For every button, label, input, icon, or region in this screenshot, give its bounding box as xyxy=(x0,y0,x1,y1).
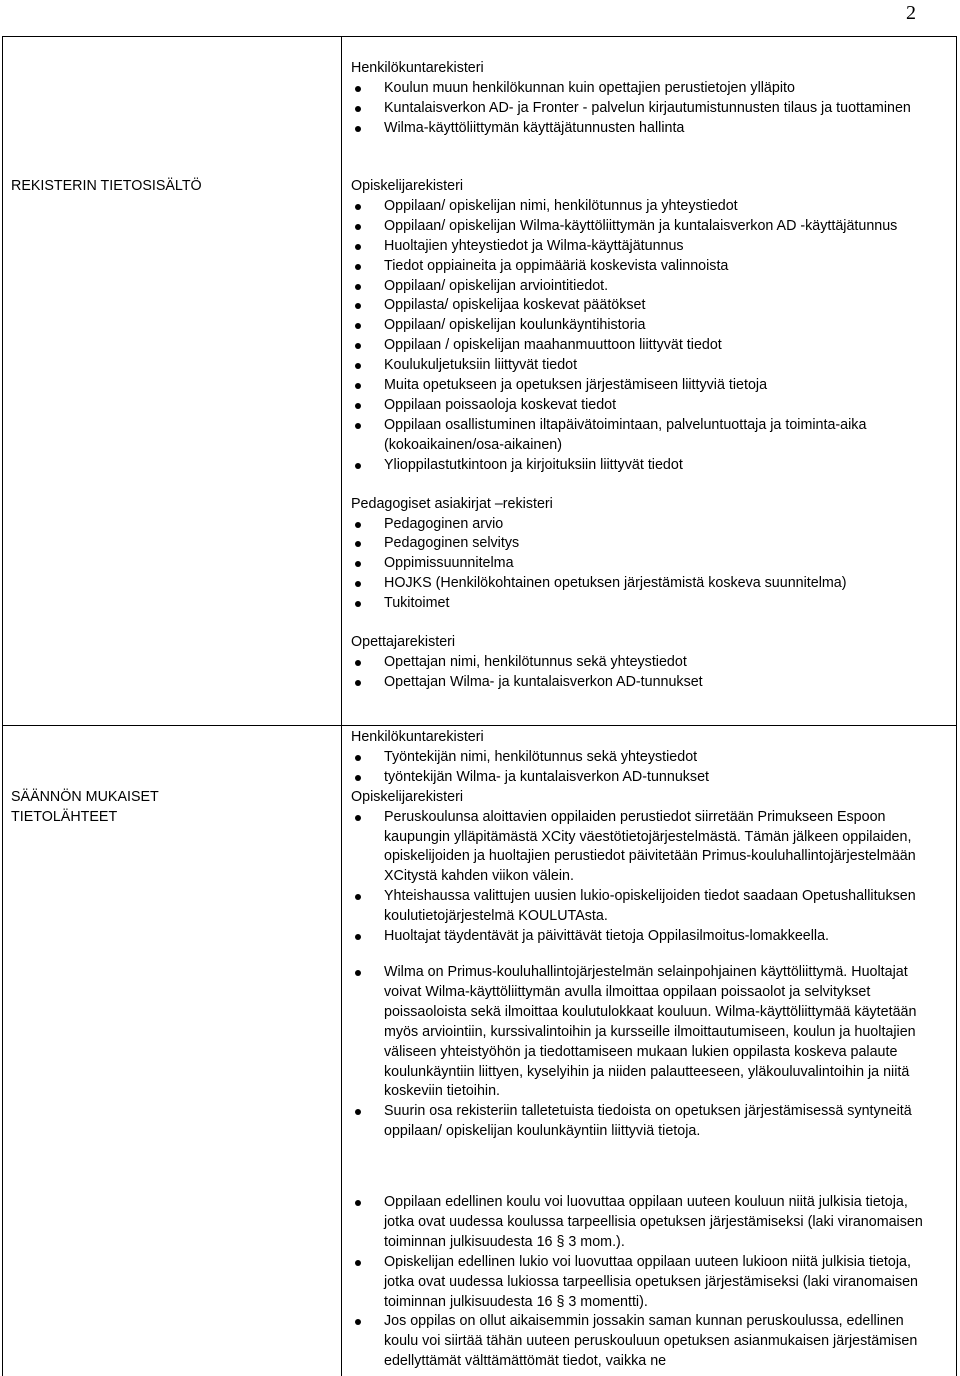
list-item: Huoltajien yhteystiedot ja Wilma-käyttäjätunnus xyxy=(351,237,941,257)
section-heading: Opettajarekisteri xyxy=(351,634,456,651)
list-item: Wilma on Primus-kouluhallintojärjestelmän selainpohjainen käyttöliittymä. Huoltajat voivat Wilma-käyttöliittymän avulla ilmoittaa oppilaan poissaolot ja selvitykset poissaoloista sekä ilmoittaa koulutulokkaat kouluun. Wilma-käyttöliittymää käytetään myös arviointiin, kurssivalintoihin ja kursseille ilmoittautumiseen, koulun ja huoltajien väliseen yhteistyöhön ja tiedottamiseen mukaan lukien oppilasta koskeva palaute koulunkäyntiin liittyen, kyselyihin ja niiden palautteeseen, yläkouluvalintoihin ja niitä koskeviin tietoihin. xyxy=(351,963,941,1102)
list-item: Työntekijän nimi, henkilötunnus sekä yhteystiedot xyxy=(351,748,941,768)
list-item: Opettajan Wilma- ja kuntalaisverkon AD-tunnukset xyxy=(351,673,941,693)
row-label-tietolahteet: SÄÄNNÖN MUKAISET TIETOLÄHTEET xyxy=(11,789,159,825)
sources-sections xyxy=(351,728,941,947)
page-number: 2 xyxy=(906,2,916,24)
list-item: Suurin osa rekisteriin talletetuista tiedoista on opetuksen järjestämisessä syntyneitä oppilaan/ opiskelijan koulunkäyntiin liittyviä tietoja. xyxy=(351,1102,941,1142)
list-item: Peruskoulunsa aloittavien oppilaiden perustiedot siirretään Primukseen Espoon kaupungin ylläpitämästä XCity väestötietojärjestelmästä. Tämän jälkeen oppilaiden, opiskelijoiden ja huoltajien perustiedot päivitetään Primus-kouluhallintojärjestelmään XCitystä kahden viikon välein. xyxy=(351,808,941,888)
list-item: Koulukuljetuksiin liittyvät tiedot xyxy=(351,356,941,376)
section-heading: Opiskelijarekisteri xyxy=(351,178,464,194)
bullet-list xyxy=(351,748,941,788)
list-item: Oppilaan / opiskelijan maahanmuuttoon liittyvät tiedot xyxy=(351,336,941,356)
list-item: Koulun muun henkilökunnan kuin opettajien perustietojen ylläpito xyxy=(351,79,941,99)
list-item: Oppilaan/ opiskelijan Wilma-käyttöliittymän ja kuntalaisverkon AD -käyttäjätunnus xyxy=(351,217,941,237)
list-item: Oppilaan/ opiskelijan arviointitiedot. xyxy=(351,277,941,297)
section-heading: Opiskelijarekisteri xyxy=(351,788,464,805)
list-item: Oppilaan/ opiskelijan koulunkäyntihistoria xyxy=(351,316,941,336)
bullet-list xyxy=(351,653,941,693)
list-item: Opettajan nimi, henkilötunnus sekä yhteystiedot xyxy=(351,653,941,673)
list-item: Oppilaan/ opiskelijan nimi, henkilötunnus ja yhteystiedot xyxy=(351,197,941,217)
sources-group-wilma xyxy=(351,963,941,1142)
bullet-list xyxy=(351,515,941,615)
column-divider xyxy=(341,37,342,1376)
row-label-tietosisalto: REKISTERIN TIETOSISÄLTÖ xyxy=(11,178,202,194)
list-item: Oppilaan osallistuminen iltapäivätoimintaan, palveluntuottaja ja toiminta-aika (kokoaikainen/osa-aikainen) xyxy=(351,416,941,456)
list-item: Yhteishaussa valittujen uusien lukio-opiskelijoiden tiedot saadaan Opetushallituksen koulutietojärjestelmä KOULUTAsta. xyxy=(351,887,941,927)
intro-section xyxy=(351,59,941,139)
list-item: Opiskelijan edellinen lukio voi luovuttaa oppilaan uuteen lukioon niitä julkisia tietoja, jotka ovat uudessa lukiossa tarpeellisia opetuksen järjestämiseksi (laki viranomaisen toiminnan julkisuudesta 16 § 3 momentti). xyxy=(351,1253,941,1313)
bullet-list xyxy=(351,197,941,476)
list-item: Tiedot oppiaineita ja oppimääriä koskevista valinnoista xyxy=(351,257,941,277)
list-item: Pedagoginen selvitys xyxy=(351,534,941,554)
sources-group-transfer xyxy=(351,1193,941,1372)
bullet-list xyxy=(351,963,941,1142)
list-item: Oppilaan edellinen koulu voi luovuttaa oppilaan uuteen kouluun niitä julkisia tietoja, jotka ovat uudessa koulussa tarpeellisia opetuksen järjestämiseksi (laki viranomaisen toiminnan julkisuudesta 16 § 3 mom.). xyxy=(351,1193,941,1253)
list-item: HOJKS (Henkilökohtainen opetuksen järjestämistä koskeva suunnitelma) xyxy=(351,574,941,594)
content-sections xyxy=(351,177,941,693)
list-item: Wilma-käyttöliittymän käyttäjätunnusten hallinta xyxy=(351,119,941,139)
bullet-list xyxy=(351,79,941,139)
list-item: Tukitoimet xyxy=(351,594,941,614)
list-item: Jos oppilas on ollut aikaisemmin jossakin saman kunnan peruskoulussa, edellinen koulu voi siirtää tähän uuteen peruskouluun opetuksen asianmukaisen järjestämisen edellyttämät välttämättömät tiedot, vaikka ne xyxy=(351,1312,941,1372)
list-item: Pedagoginen arvio xyxy=(351,515,941,535)
list-item: Oppilaan poissaoloja koskevat tiedot xyxy=(351,396,941,416)
register-table xyxy=(2,36,957,1376)
bullet-list xyxy=(351,808,941,947)
row-divider xyxy=(3,725,956,726)
section-heading: Pedagogiset asiakirjat –rekisteri xyxy=(351,495,553,512)
bullet-list xyxy=(351,1193,941,1372)
list-item: Oppilasta/ opiskelijaa koskevat päätökset xyxy=(351,296,941,316)
list-item: Ylioppilastutkintoon ja kirjoituksiin liittyvät tiedot xyxy=(351,456,941,476)
list-item: Kuntalaisverkon AD- ja Fronter - palvelun kirjautumistunnusten tilaus ja tuottaminen xyxy=(351,99,941,119)
section-heading: Henkilökuntarekisteri xyxy=(351,60,484,76)
list-item: Muita opetukseen ja opetuksen järjestämiseen liittyviä tietoja xyxy=(351,376,941,396)
list-item: Huoltajat täydentävät ja päivittävät tietoja Oppilasilmoitus-lomakkeella. xyxy=(351,927,941,947)
list-item: työntekijän Wilma- ja kuntalaisverkon AD-tunnukset xyxy=(351,768,941,788)
list-item: Oppimissuunnitelma xyxy=(351,554,941,574)
section-heading: Henkilökuntarekisteri xyxy=(351,729,484,745)
